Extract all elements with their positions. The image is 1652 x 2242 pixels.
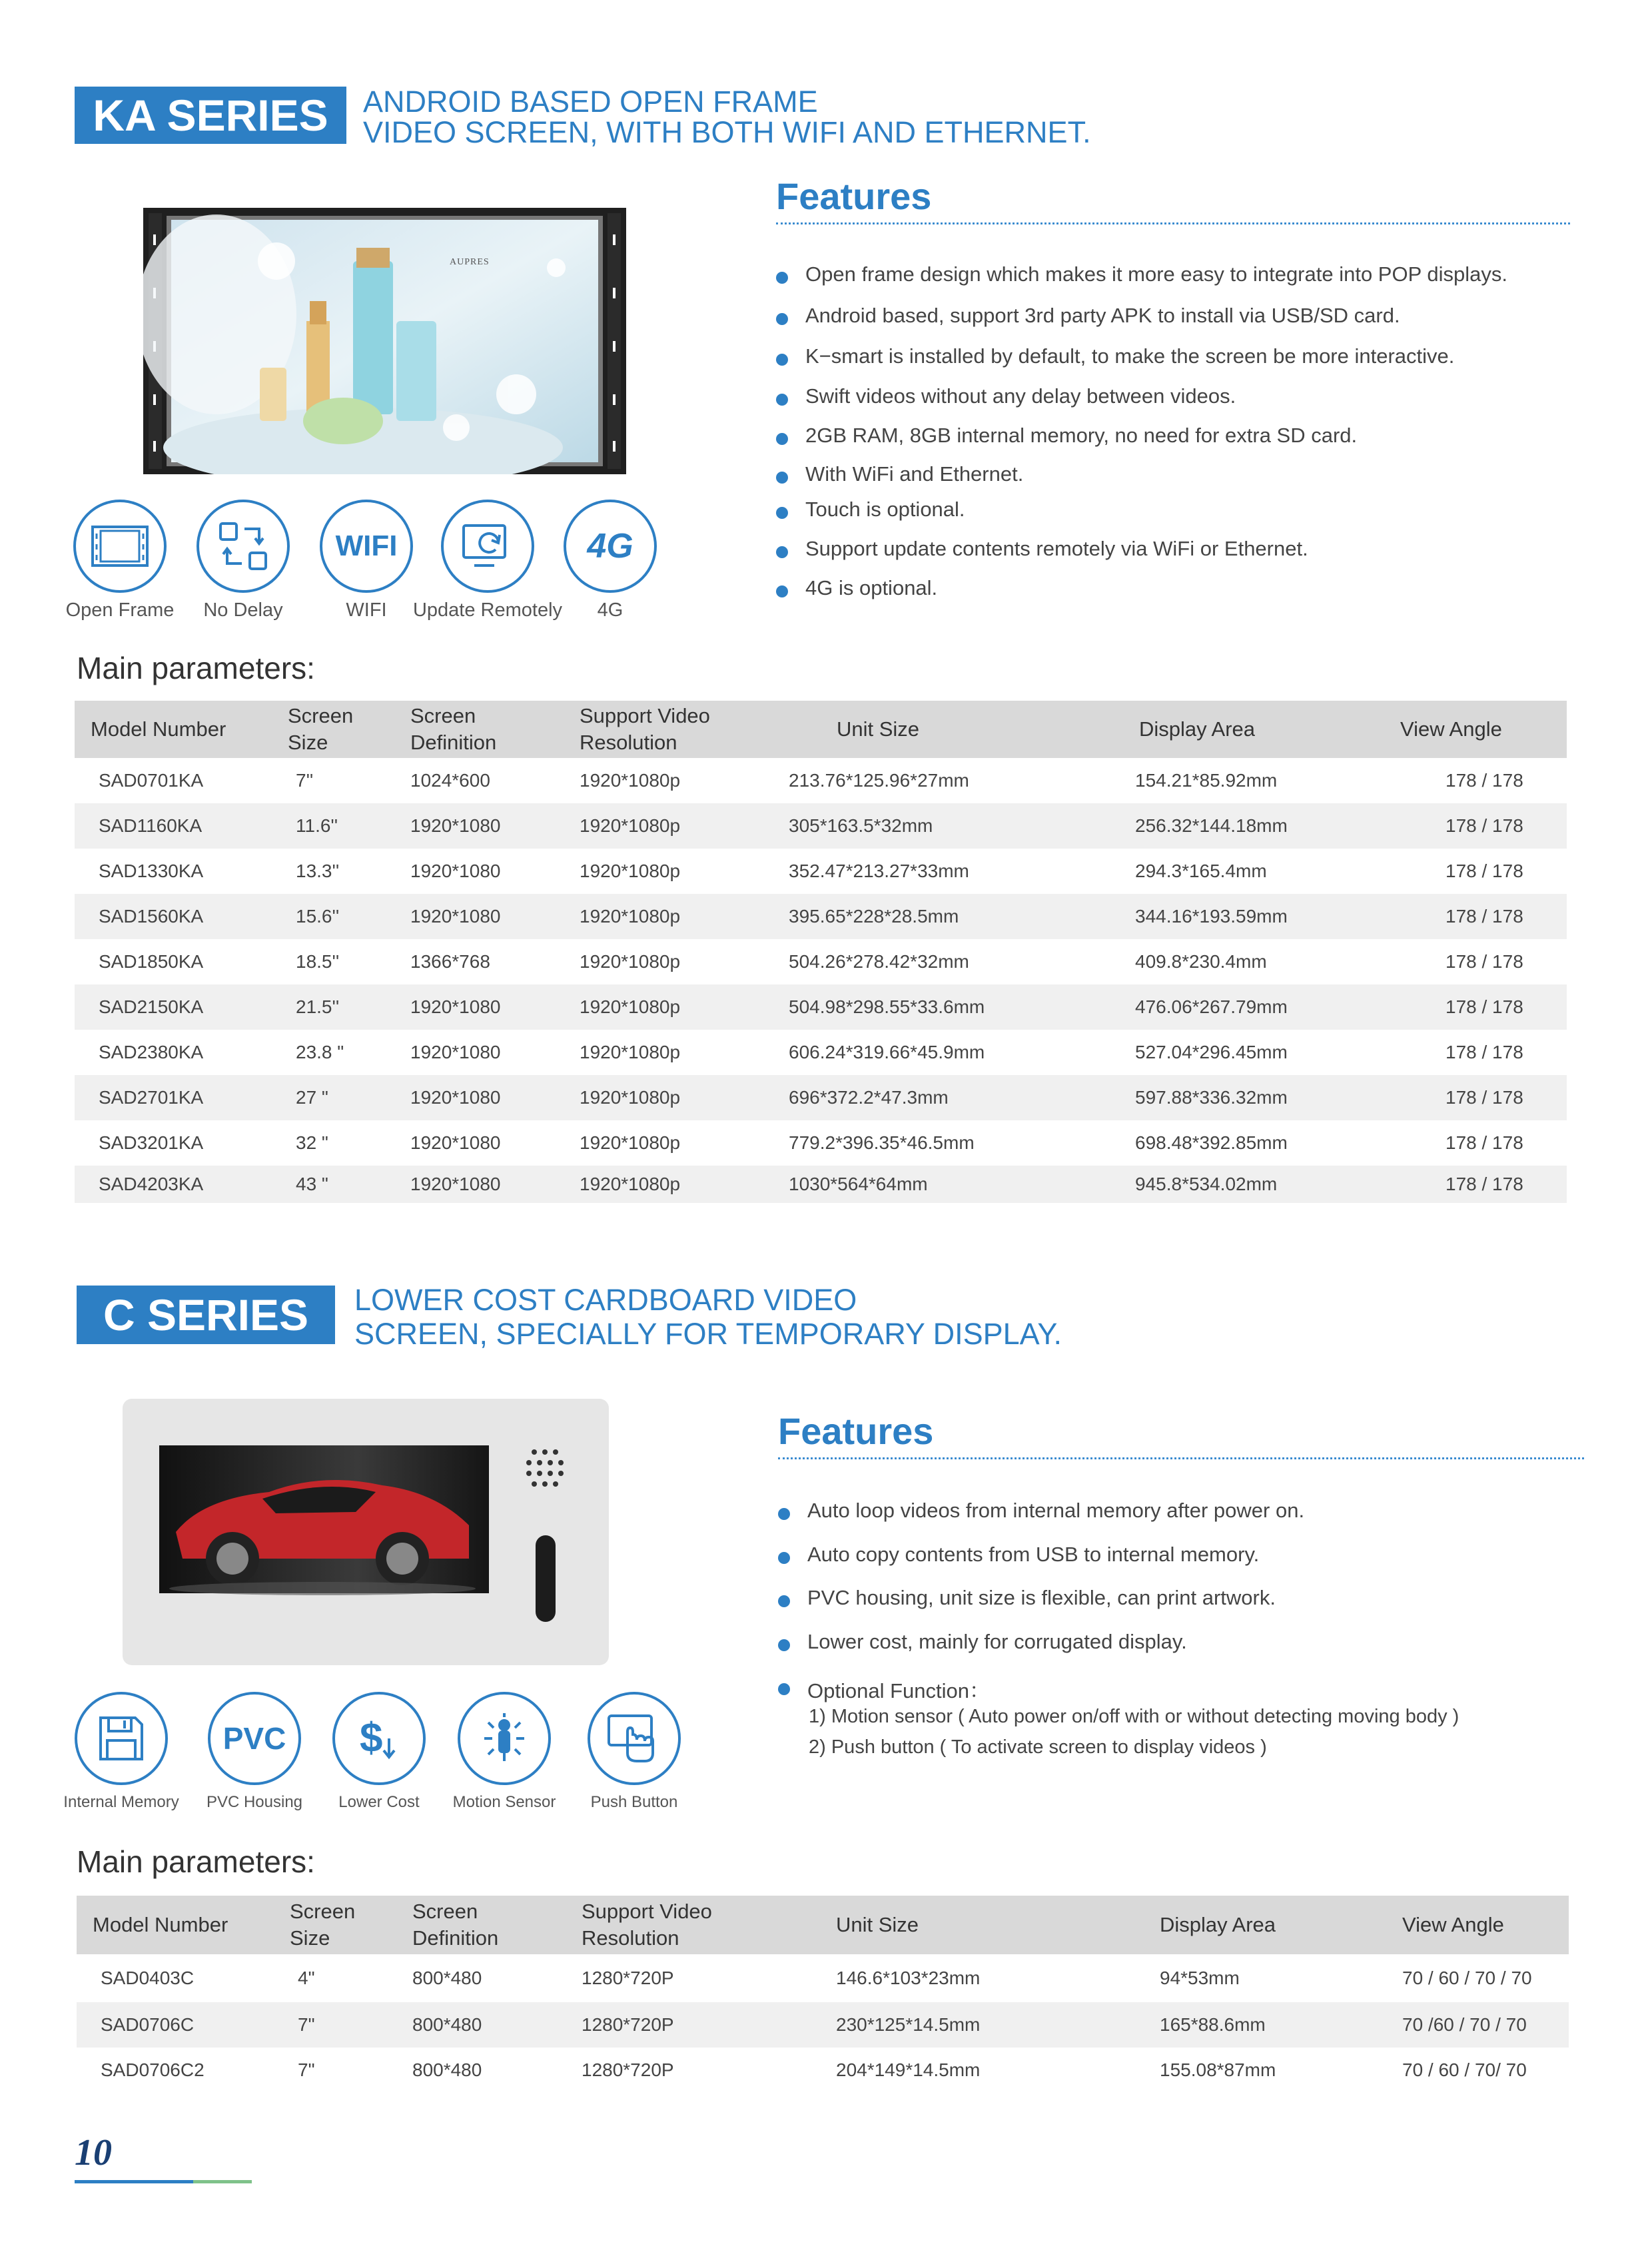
list-item: PVC housing, unit size is flexible, can print artwork. [778,1586,1584,1630]
table-cell: 698.48*392.85mm [1135,1132,1288,1153]
page-number: 10 [75,2132,112,2173]
table-cell: 178 / 178 [1446,770,1523,791]
c-icon-lower-cost [332,1692,426,1818]
list-item: Auto copy contents from USB to internal memory. [778,1543,1584,1586]
table-cell: 1920*1080p [564,894,773,939]
icon-label: No Delay [203,599,283,621]
table-cell: 165*88.6mm [1133,2002,1402,2048]
ka-icon-update-remotely [412,500,563,626]
list-item: 2GB RAM, 8GB internal memory, no need for extra SD card. [776,424,1575,462]
table-cell: 178 / 178 [1400,894,1567,939]
table-cell: 696*372.2*47.3mm [773,1075,1119,1120]
table-cell: 204*149*14.5mm [836,2059,981,2080]
table-cell: SAD1160KA [75,803,272,849]
list-item: Android based, support 3rd party APK to install via USB/SD card. [776,304,1575,344]
list-item: Lower cost, mainly for corrugated display. [778,1630,1584,1674]
ka-subtitle-line-2: VIDEO SCREEN, WITH BOTH WIFI AND ETHERNET. [363,115,1091,149]
table-cell: 256.32*144.18mm [1119,803,1400,849]
table-row [75,939,1567,984]
table-cell: 1920*1080 [394,1075,564,1120]
footer-line-green [193,2180,252,2183]
c-icon-internal-memory [63,1692,179,1818]
table-cell: 70 / 60 / 70 / 70 [1402,1968,1532,1988]
table-cell: 70 / 60 / 70/ 70 [1402,2059,1527,2080]
icon-label: 4G [597,599,623,621]
table-row [75,1030,1567,1075]
list-item: Support update contents remotely via WiFi or Ethernet. [776,537,1575,576]
icon-label: Update Remotely [412,599,563,621]
table-cell: 1920*1080p [564,1075,773,1120]
header-display-area: Display Area [1133,1896,1402,1954]
ka-features-divider [776,222,1570,224]
table-cell: 800*480 [396,2002,566,2048]
table-row [75,1120,1567,1166]
c-series-subtitle [354,1283,1062,1351]
table-cell: 7'' [296,770,314,791]
table-cell: SAD0403C [101,1968,195,1988]
table-cell: 7" [298,2059,315,2080]
svg-text:$: $ [360,1715,383,1761]
c-series-badge-label: C SERIES [103,1290,309,1339]
header-size: Screen Size [274,1896,396,1954]
table-cell: 70 /60 / 70 / 70 [1402,2002,1569,2048]
table-cell: SAD1330KA [99,861,204,881]
table-cell: 352.47*213.27*33mm [789,861,969,881]
table-cell: SAD4203KA [75,1166,272,1203]
pvc-housing-icon [208,1692,301,1785]
table-cell: 1280*720P [582,2059,674,2080]
header-resolution: Support Video Resolution [566,1896,799,1954]
list-item: 4G is optional. [776,576,1575,607]
table-cell: SAD2380KA [99,1042,204,1062]
table-cell: 1280*720P [582,1968,674,1988]
table-cell: 230*125*14.5mm [799,2002,1133,2048]
list-item: Swift videos without any delay between videos. [776,384,1575,424]
list-item: Touch is optional. [776,498,1575,537]
table-cell: 21.5'' [272,984,394,1030]
table-cell: 1920*1080 [394,803,564,849]
wifi-icon-text: WIFI [335,530,398,562]
ka-features-title: Features [776,175,932,217]
header-view-angle: View Angle [1400,701,1567,758]
header-display-area: Display Area [1119,701,1400,758]
table-cell: 7" [274,2002,396,2048]
table-cell: 779.2*396.35*46.5mm [789,1132,975,1153]
optional-item-push-button: 2) Push button ( To activate screen to display videos ) [809,1736,1267,1758]
4g-icon [564,500,657,593]
table-cell: 294.3*165.4mm [1135,861,1267,881]
c-product-image [123,1399,609,1665]
table-cell: 178 / 178 [1446,1042,1523,1062]
table-cell: 4" [298,1968,315,1988]
ka-subtitle-line-1: ANDROID BASED OPEN FRAME [363,85,818,119]
c-icon-push-button [588,1692,681,1818]
ka-series-badge [75,87,346,144]
open-frame-icon [73,500,167,593]
c-params-title: Main parameters: [77,1844,315,1879]
icon-label: Open Frame [65,599,175,621]
table-cell: 1920*1080p [580,1132,681,1153]
table-cell: 154.21*85.92mm [1135,770,1278,791]
c-subtitle-line-1: LOWER COST CARDBOARD VIDEO [354,1283,857,1317]
4g-icon-text: 4G [587,527,633,565]
table-cell: 178 / 178 [1446,1132,1523,1153]
table-cell: 155.08*87mm [1160,2059,1276,2080]
table-cell: 504.98*298.55*33.6mm [773,984,1119,1030]
table-cell: 606.24*319.66*45.9mm [789,1042,985,1062]
table-cell: 43 " [272,1166,394,1203]
table-cell: 1920*1080p [564,803,773,849]
table-cell: 305*163.5*32mm [773,803,1119,849]
c-features-title: Features [778,1410,934,1452]
table-cell: 1920*1080 [410,1132,501,1153]
table-cell: SAD0706C2 [101,2059,205,2080]
table-cell: 1920*1080p [580,770,681,791]
table-cell: 11.6'' [272,803,394,849]
table-cell: 1024*600 [410,770,490,791]
table-row [77,2002,1569,2048]
table-cell: 1920*1080p [564,1166,773,1203]
table-cell: SAD1560KA [75,894,272,939]
table-cell: 945.8*534.02mm [1119,1166,1400,1203]
header-resolution: Support Video Resolution [564,701,773,758]
table-row [77,2048,1569,2093]
table-cell: 94*53mm [1160,1968,1240,1988]
icon-label: Motion Sensor [452,1793,556,1811]
lower-cost-icon [332,1692,426,1785]
table-row [75,1166,1567,1203]
table-cell: 1920*1080 [410,861,501,881]
table-cell: 1920*1080 [394,894,564,939]
table-row [75,803,1567,849]
table-header-row [77,1896,1569,1954]
c-optional-functions [809,1701,1459,1762]
table-cell: 18.5'' [296,951,340,972]
table-row [75,894,1567,939]
update-remotely-icon [441,500,534,593]
table-row [75,984,1567,1030]
ka-params-table [75,701,1567,1203]
table-cell: 32 " [296,1132,328,1153]
icon-label: Push Button [590,1793,678,1811]
table-cell: 395.65*228*28.5mm [773,894,1119,939]
c-features-divider [778,1457,1584,1459]
wifi-icon [320,500,413,593]
icon-label: Lower Cost [338,1793,420,1811]
table-cell: 476.06*267.79mm [1119,984,1400,1030]
table-cell: 344.16*193.59mm [1119,894,1400,939]
table-header-row [75,701,1567,758]
header-model: Model Number [75,701,272,758]
table-cell: 1920*1080 [394,1166,564,1203]
icon-label: WIFI [346,599,387,621]
header-unit-size: Unit Size [799,1896,1133,1954]
table-cell: SAD1850KA [99,951,204,972]
c-subtitle-line-2: SCREEN, SPECIALLY FOR TEMPORARY DISPLAY. [354,1317,1062,1351]
list-item: Optional Function： [778,1674,1584,1703]
table-cell: 27 " [272,1075,394,1120]
list-item: With WiFi and Ethernet. [776,462,1575,498]
footer-line-blue [75,2180,193,2183]
ka-icon-wifi [320,500,413,626]
table-cell: 178 / 178 [1446,861,1523,881]
table-row [75,758,1567,803]
table-cell: SAD2150KA [75,984,272,1030]
table-row [75,849,1567,894]
ka-params-title: Main parameters: [77,651,315,685]
table-cell: 800*480 [412,1968,482,1988]
table-cell: 178 / 178 [1400,803,1567,849]
table-cell: 178 / 178 [1400,1166,1567,1203]
ka-icon-no-delay [197,500,290,626]
c-features-list [778,1499,1584,1703]
ka-product-brand: AUPRES [450,257,490,267]
table-cell: 1920*1080p [564,984,773,1030]
table-row [77,1954,1569,2002]
ka-icon-4g [564,500,657,626]
c-icon-pvc-housing [208,1692,301,1818]
table-cell: 1920*1080 [410,1042,501,1062]
table-cell: SAD0706C [77,2002,274,2048]
table-cell: 1920*1080 [394,984,564,1030]
table-cell: SAD3201KA [99,1132,204,1153]
list-item: Auto loop videos from internal memory after power on. [778,1499,1584,1543]
table-cell: 13.3'' [296,861,340,881]
header-unit-size: Unit Size [773,701,1119,758]
table-cell: 1920*1080p [580,861,681,881]
table-cell: SAD2701KA [75,1075,272,1120]
internal-memory-icon [75,1692,168,1785]
table-cell: SAD0701KA [99,770,204,791]
header-model: Model Number [77,1896,274,1954]
table-cell: 146.6*103*23mm [836,1968,981,1988]
table-cell: 504.26*278.42*32mm [789,951,969,972]
no-delay-icon [197,500,290,593]
c-icon-motion-sensor [452,1692,556,1818]
c-params-table [77,1896,1569,2093]
table-cell: 800*480 [412,2059,482,2080]
ka-icon-open-frame [65,500,175,626]
header-view-angle: View Angle [1402,1896,1569,1954]
optional-item-motion-sensor: 1) Motion sensor ( Auto power on/off with or without detecting moving body ) [809,1706,1459,1727]
table-cell: 1920*1080p [580,951,681,972]
ka-product-image [143,208,626,474]
table-cell: 409.8*230.4mm [1135,951,1267,972]
list-item: Open frame design which makes it more easy to integrate into POP displays. [776,262,1575,304]
table-cell: 23.8 " [296,1042,344,1062]
table-cell: 1920*1080p [580,1042,681,1062]
table-cell: 213.76*125.96*27mm [789,770,969,791]
header-definition: Screen Definition [396,1896,566,1954]
icon-label: PVC Housing [206,1793,303,1811]
table-cell: 527.04*296.45mm [1135,1042,1288,1062]
header-definition: Screen Definition [394,701,564,758]
table-cell: 15.6'' [272,894,394,939]
table-cell: 178 / 178 [1446,951,1523,972]
ka-series-badge-label: KA SERIES [93,91,328,140]
pvc-icon-text: PVC [222,1721,286,1756]
table-cell: 178 / 178 [1400,1075,1567,1120]
table-cell: 597.88*336.32mm [1119,1075,1400,1120]
table-row [75,1075,1567,1120]
ka-features-list [776,262,1575,607]
icon-label: Internal Memory [63,1793,179,1811]
table-cell: 178 / 178 [1400,984,1567,1030]
table-cell: 1366*768 [410,951,490,972]
list-item: K−smart is installed by default, to make the screen be more interactive. [776,344,1575,384]
ka-series-subtitle [363,87,1091,148]
header-size: Screen Size [272,701,394,758]
c-series-badge [77,1286,335,1344]
motion-sensor-icon [458,1692,551,1785]
table-cell: 1030*564*64mm [773,1166,1119,1203]
push-button-icon [588,1692,681,1785]
table-cell: 1280*720P [566,2002,799,2048]
